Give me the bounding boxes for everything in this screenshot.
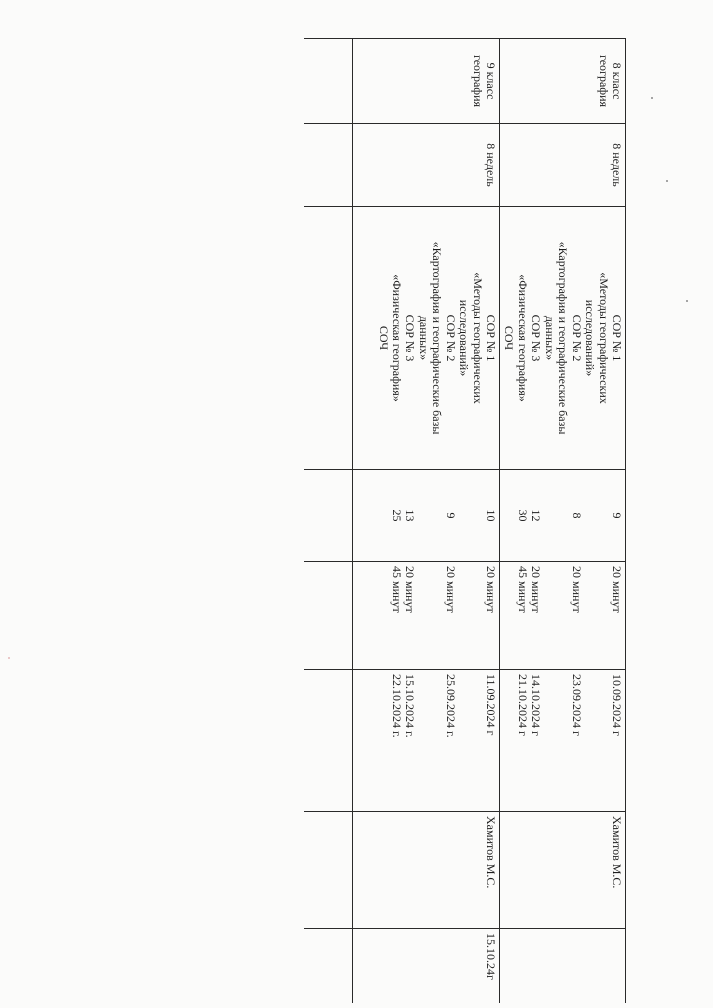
date-value xyxy=(470,674,483,807)
task-count: 9 xyxy=(610,512,624,519)
task-count xyxy=(556,474,569,557)
task-count xyxy=(596,474,609,557)
task-count: 8 xyxy=(569,512,584,519)
times-cell xyxy=(353,562,500,670)
assessment-line: СОР № 3 xyxy=(403,314,418,362)
assessment-line: «Физическая география» xyxy=(515,274,530,402)
date-value xyxy=(416,674,429,807)
date-value: 15.10.2024 г. xyxy=(403,674,418,738)
assessment-line: «Методы географических xyxy=(596,272,611,404)
class-subject-cell xyxy=(353,39,500,124)
date-value: 11.09.2024 г xyxy=(484,674,499,736)
assessment-line: СОР № 3 xyxy=(529,314,544,362)
dates-cell xyxy=(500,670,626,812)
date-value xyxy=(583,674,596,807)
approved-cell xyxy=(500,929,626,1004)
class-subject-cell xyxy=(500,39,626,124)
time-value xyxy=(470,566,483,665)
time-value: 20 минут xyxy=(403,566,418,613)
duration-text: 8 недель xyxy=(484,143,499,187)
duration-cell xyxy=(500,124,626,207)
assessment-line: «Физическая география» xyxy=(390,274,404,402)
time-value xyxy=(583,566,596,665)
table-row xyxy=(353,39,500,1004)
time-value xyxy=(596,566,609,665)
assessment-line: СОР № 1 xyxy=(610,314,624,362)
task-count: 9 xyxy=(443,512,458,519)
duration-text: 8 недель xyxy=(610,143,624,187)
assessment-line: СОР № 2 xyxy=(443,314,458,362)
time-value: 20 минут xyxy=(484,566,499,613)
times-cell xyxy=(500,562,626,670)
table-row xyxy=(304,39,353,1004)
class-label: 8 класс xyxy=(610,62,624,100)
task-count: 25 xyxy=(390,509,404,522)
assessment-line: СОР № 2 xyxy=(569,314,584,362)
subject-label: география xyxy=(470,54,485,108)
assessments-cell xyxy=(353,207,500,470)
dates-cell xyxy=(353,670,500,812)
scan-speck xyxy=(8,657,10,659)
tasks-cell xyxy=(500,470,626,562)
task-count xyxy=(470,474,483,557)
rotated-table-wrapper xyxy=(304,38,626,1003)
teacher-cell xyxy=(353,812,500,929)
time-value: 20 минут xyxy=(569,566,584,613)
teacher-cell xyxy=(500,812,626,929)
task-count xyxy=(457,474,470,557)
date-value xyxy=(457,674,470,807)
date-value xyxy=(556,674,569,807)
assessment-line: СОЧ xyxy=(502,325,517,351)
scan-speck xyxy=(686,300,688,302)
empty-cell xyxy=(304,470,353,562)
approved-cell xyxy=(353,929,500,1004)
empty-cell xyxy=(304,670,353,812)
task-count: 30 xyxy=(515,509,530,522)
date-value xyxy=(542,674,555,807)
empty-cell xyxy=(304,39,353,124)
time-value xyxy=(542,566,555,665)
task-count: 13 xyxy=(403,509,418,522)
assessments-cell xyxy=(500,207,626,470)
task-count xyxy=(416,474,429,557)
date-value: 22.10.2024 г. xyxy=(390,674,404,738)
empty-cell xyxy=(304,812,353,929)
task-count xyxy=(583,474,596,557)
time-value: 20 минут xyxy=(610,566,624,613)
scan-speck xyxy=(666,180,668,182)
task-count: 10 xyxy=(484,509,499,522)
scanned-page xyxy=(304,38,626,1003)
scan-speck xyxy=(651,97,653,99)
time-value xyxy=(430,566,443,665)
teacher-name: Хамитов М.С. xyxy=(484,816,499,889)
task-count xyxy=(430,474,443,557)
tasks-cell xyxy=(353,470,500,562)
date-value: 14.10.2024 г xyxy=(529,674,544,736)
class-label: 9 класс xyxy=(484,62,499,100)
time-value: 20 минут xyxy=(529,566,544,613)
date-value: 23.09.2024 г xyxy=(569,674,584,736)
date-value xyxy=(596,674,609,807)
empty-cell xyxy=(304,207,353,470)
empty-cell xyxy=(304,562,353,670)
time-value xyxy=(416,566,429,665)
subject-label: география xyxy=(596,54,611,108)
empty-cell xyxy=(304,929,353,1004)
time-value xyxy=(457,566,470,665)
teacher-name: Хамитов М.С. xyxy=(610,816,624,889)
approved-date: 15.10.24г xyxy=(484,933,499,980)
table-row xyxy=(500,39,626,1004)
empty-cell xyxy=(304,124,353,207)
date-value: 10.09.2024 г xyxy=(610,674,624,736)
time-value xyxy=(556,566,569,665)
assessment-line: исследований» xyxy=(583,299,598,377)
time-value: 45 минут xyxy=(515,566,530,613)
assessment-line: «Методы географических xyxy=(470,272,485,404)
assessment-line: СОЧ xyxy=(376,325,391,351)
assessment-line: СОР № 1 xyxy=(484,314,499,362)
assessment-line: исследований» xyxy=(457,299,472,377)
task-count xyxy=(542,474,555,557)
date-value xyxy=(430,674,443,807)
duration-cell xyxy=(353,124,500,207)
assessment-line: «Картография и географические базы xyxy=(430,241,445,435)
assessment-line: данных» xyxy=(416,315,431,361)
date-value: 21.10.2024 г xyxy=(515,674,530,736)
time-value: 20 минут xyxy=(443,566,458,613)
assessment-line: данных» xyxy=(542,315,557,361)
assessment-schedule-table xyxy=(304,38,626,1003)
assessment-line: «Картография и географические базы xyxy=(556,241,571,435)
date-value: 25.09.2024 г. xyxy=(443,674,458,738)
task-count: 12 xyxy=(529,509,544,522)
time-value: 45 минут xyxy=(390,566,404,613)
